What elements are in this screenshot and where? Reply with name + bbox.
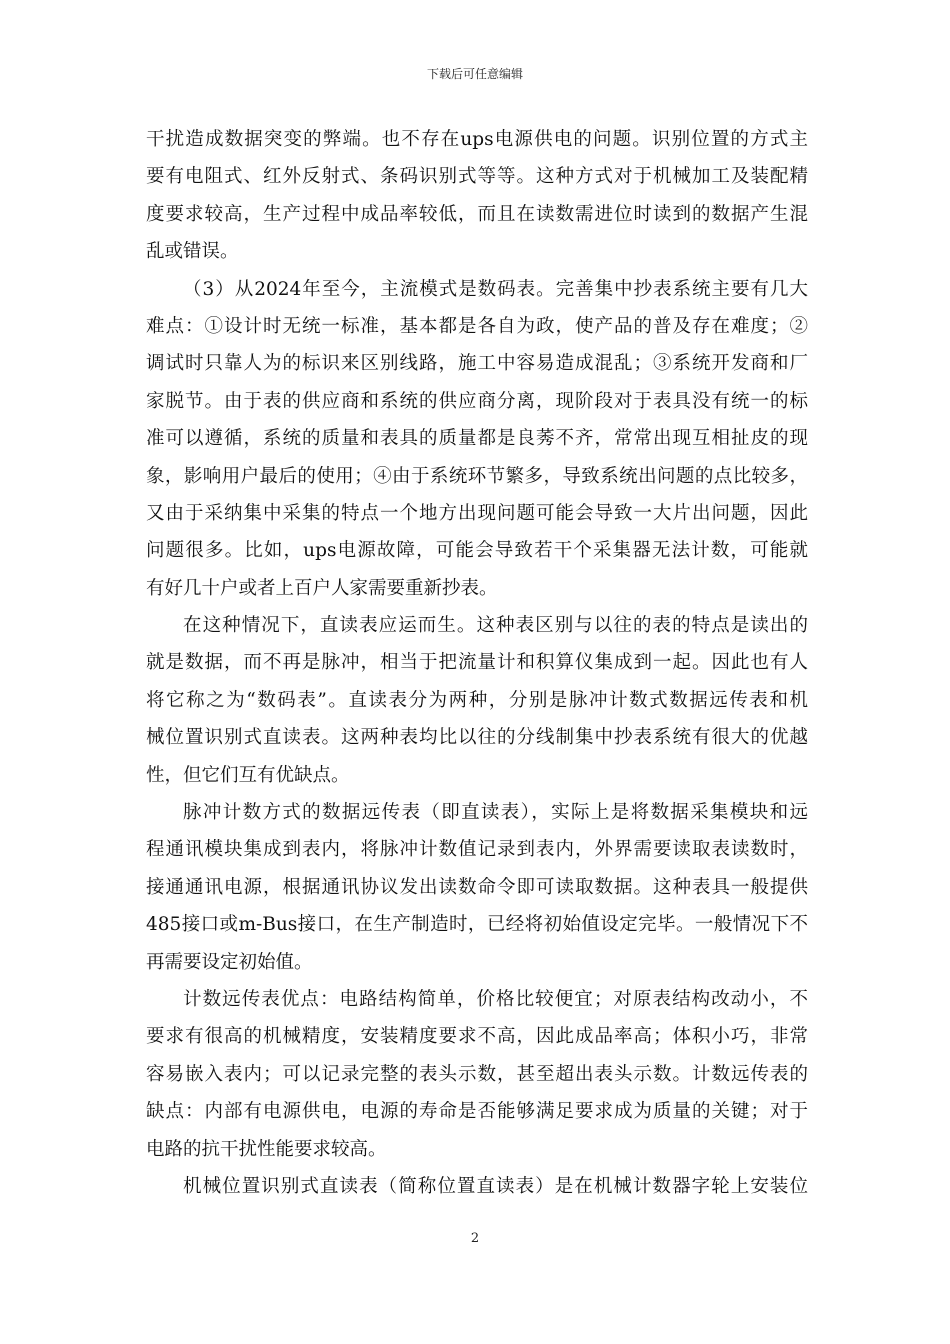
text-line: 有好几十户或者上百户人家需要重新抄表。 [146,577,498,599]
text-line: 难点：①设计时无统一标准，基本都是各自为政，使产品的普及存在难度；② [146,315,808,337]
text-line: 容易嵌入表内；可以记录完整的表头示数，甚至超出表头示数。计数远传表的 [146,1063,808,1085]
text-line: 在这种情况下，直读表应运而生。这种表区别与以往的表的特点是读出的 [183,615,808,637]
paragraph-3 [146,607,808,794]
text-line: 准可以遵循，系统的质量和表具的质量都是良莠不齐，常常出现互相扯皮的现 [146,428,808,450]
text-line: 要有电阻式、红外反射式、条码识别式等等。这种方式对于机械加工及装配精 [146,166,808,188]
paragraph-1 [146,121,808,271]
page-number: 2 [470,1231,480,1246]
paragraph-2 [146,271,808,608]
text-line: 要求有很高的机械精度，安装精度要求不高，因此成品率高；体积小巧，非常 [146,1026,808,1048]
text-line: 485接口或m-Bus接口，在生产制造时，已经将初始值设定完毕。一般情况下不 [146,914,808,936]
paragraph-6 [146,1168,808,1205]
text-line: （3）从2024年至今，主流模式是数码表。完善集中抄表系统主要有几大 [183,278,808,300]
text-line: 械位置识别式直读表。这两种表均比以往的分线制集中抄表系统有很大的优越 [146,727,808,749]
page-header: 下载后可任意编辑 [426,67,523,81]
text-line: 就是数据，而不再是脉冲，相当于把流量计和积算仪集成到一起。因此也有人 [146,652,808,674]
text-line: 将它称之为“数码表”。直读表分为两种，分别是脉冲计数式数据远传表和机 [146,689,808,711]
text-line: 缺点：内部有电源供电，电源的寿命是否能够满足要求成为质量的关键；对于 [146,1101,808,1123]
text-line: 程通讯模块集成到表内，将脉冲计数值记录到表内，外界需要读取表读数时， [146,839,808,861]
text-line: 性，但它们互有优缺点。 [146,764,350,786]
text-line: 电路的抗干扰性能要求较高。 [146,1138,387,1160]
text-line: 脉冲计数方式的数据远传表（即直读表），实际上是将数据采集模块和远 [183,802,808,824]
paragraph-5 [146,981,808,1168]
text-line: 调试时只靠人为的标识来区别线路，施工中容易造成混乱；③系统开发商和厂 [146,353,808,375]
paragraph-4 [146,794,808,981]
text-line: 计数远传表优点：电路结构简单，价格比较便宜；对原表结构改动小，不 [183,988,808,1010]
text-line: 度要求较高，生产过程中成品率较低，而且在读数需进位时读到的数据产生混 [146,203,808,225]
text-line: 接通通讯电源，根据通讯协议发出读数命令即可读取数据。这种表具一般提供 [146,876,808,898]
text-line: 干扰造成数据突变的弊端。也不存在ups电源供电的问题。识别位置的方式主 [146,129,808,150]
document-body [146,121,808,1205]
text-line: 乱或错误。 [146,241,239,263]
text-line: 家脱节。由于表的供应商和系统的供应商分离，现阶段对于表具没有统一的标 [146,390,808,412]
text-line: 机械位置识别式直读表（简称位置直读表）是在机械计数器字轮上安装位 [183,1175,808,1197]
text-line: 又由于采纳集中采集的特点一个地方出现问题可能会导致一大片出问题，因此 [146,502,808,524]
text-line: 象，影响用户最后的使用；④由于系统环节繁多，导致系统出问题的点比较多， [146,465,808,487]
text-line: 再需要设定初始值。 [146,951,313,973]
text-line: 问题很多。比如，ups电源故障，可能会导致若干个采集器无法计数，可能就 [146,540,808,562]
